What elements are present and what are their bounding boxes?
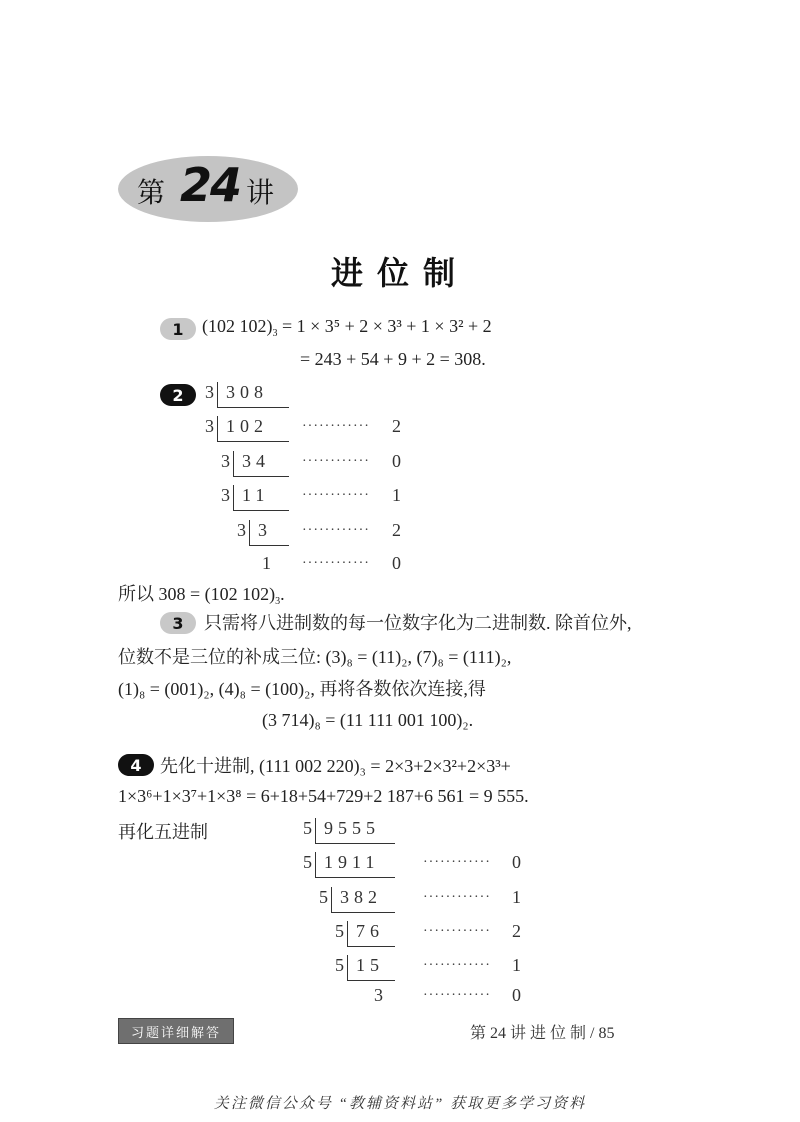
watermark: 关注微信公众号 “教辅资料站” 获取更多学习资料 [213, 1096, 587, 1112]
p2-conclusion: 所以 308 = (102 $102)_3$. [118, 584, 285, 607]
lecture-suffix: 讲 [246, 176, 275, 209]
p1-rhs: = 1 × 3⁵ + 2 × 3³ + 1 × 3² + 2 [282, 316, 492, 336]
p1-line2: = 243 + 54 + 9 + 2 = 308. [300, 349, 486, 369]
problem-badge-1: 1 [160, 318, 196, 340]
p4-line1: 先化十进制, (111 002 220)₃ = 2×3+2×3²+2×3³+ [160, 756, 511, 776]
lecture-number: 24 [180, 158, 241, 212]
lecture-prefix: 第 [137, 176, 166, 209]
p3-line3: (1)₈ = (001)₂, (4)₈ = (100)₂, 再将各数依次连接,得 [118, 679, 486, 699]
p1-lhs-base: 3 [272, 328, 278, 339]
section-label: 习题详细解答 [118, 1018, 234, 1044]
p4-line2: 1×3⁶+1×3⁷+1×3⁸ = 6+18+54+729+2 187+6 561 = 9 555. [118, 786, 529, 806]
page-reference: 第 24 讲 进 位 制 / 85 [470, 1025, 615, 1042]
p3-result: (3 714)₈ = (11 111 001 100)₂. [262, 710, 474, 730]
problem-badge-4: 4 [118, 754, 154, 776]
p3-line1: 只需将八进制数的每一位数字化为二进制数. 除首位外, [204, 613, 632, 633]
problem-badge-2: 2 [160, 384, 196, 406]
p1-line1 [202, 316, 492, 339]
problem-badge-3: 3 [160, 612, 196, 634]
p3-line2: 位数不是三位的补成三位: (3)₈ = (11)₂, (7)₈ = (111)₂, [118, 647, 512, 667]
p1-lhs: (102 102) [202, 316, 273, 336]
page-title: 进位制 [330, 254, 469, 292]
p4-label: 再化五进制 [118, 822, 208, 842]
